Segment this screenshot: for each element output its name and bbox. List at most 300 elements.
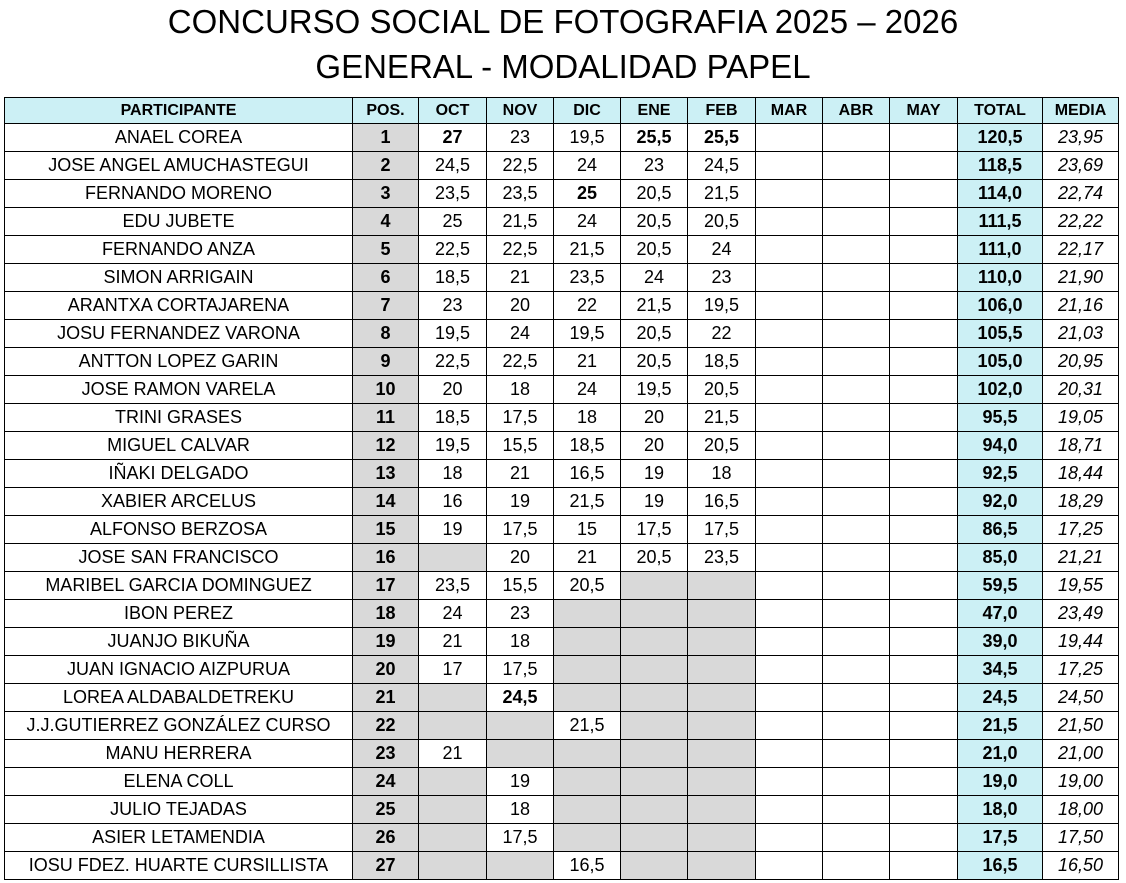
total-cell: 106,0 xyxy=(958,292,1043,320)
score-oct: 18,5 xyxy=(419,404,487,432)
score-mar xyxy=(756,320,823,348)
table-row xyxy=(5,152,1119,180)
score-nov: 21 xyxy=(487,460,554,488)
media-cell: 19,44 xyxy=(1043,628,1119,656)
participant-name: MARIBEL GARCIA DOMINGUEZ xyxy=(5,572,353,600)
score-ene: 19,5 xyxy=(621,376,688,404)
score-ene xyxy=(621,628,688,656)
score-dic xyxy=(554,796,621,824)
score-dic xyxy=(554,740,621,768)
position-cell: 20 xyxy=(353,656,419,684)
score-feb: 22 xyxy=(688,320,756,348)
score-mar xyxy=(756,628,823,656)
score-oct xyxy=(419,852,487,880)
participant-name: JOSE ANGEL AMUCHASTEGUI xyxy=(5,152,353,180)
score-ene xyxy=(621,656,688,684)
score-mar xyxy=(756,572,823,600)
score-dic: 18 xyxy=(554,404,621,432)
score-mar xyxy=(756,236,823,264)
score-feb: 23,5 xyxy=(688,544,756,572)
table-row xyxy=(5,712,1119,740)
score-ene xyxy=(621,824,688,852)
score-ene: 25,5 xyxy=(621,124,688,152)
score-mar xyxy=(756,376,823,404)
table-row xyxy=(5,376,1119,404)
table-row xyxy=(5,796,1119,824)
total-cell: 95,5 xyxy=(958,404,1043,432)
score-abr xyxy=(823,796,890,824)
total-cell: 92,5 xyxy=(958,460,1043,488)
position-cell: 8 xyxy=(353,320,419,348)
score-oct: 27 xyxy=(419,124,487,152)
score-mar xyxy=(756,796,823,824)
score-dic: 19,5 xyxy=(554,320,621,348)
score-feb xyxy=(688,628,756,656)
score-ene: 20,5 xyxy=(621,320,688,348)
position-cell: 27 xyxy=(353,852,419,880)
table-row xyxy=(5,460,1119,488)
score-ene: 24 xyxy=(621,264,688,292)
score-may xyxy=(890,460,958,488)
score-may xyxy=(890,208,958,236)
score-may xyxy=(890,712,958,740)
participant-name: MIGUEL CALVAR xyxy=(5,432,353,460)
score-ene: 21,5 xyxy=(621,292,688,320)
total-cell: 105,5 xyxy=(958,320,1043,348)
score-nov: 18 xyxy=(487,376,554,404)
score-abr xyxy=(823,432,890,460)
score-oct xyxy=(419,824,487,852)
score-feb: 24,5 xyxy=(688,152,756,180)
position-cell: 14 xyxy=(353,488,419,516)
score-nov: 17,5 xyxy=(487,404,554,432)
position-cell: 15 xyxy=(353,516,419,544)
participant-name: SIMON ARRIGAIN xyxy=(5,264,353,292)
score-ene xyxy=(621,768,688,796)
score-nov: 17,5 xyxy=(487,516,554,544)
participant-name: JUAN IGNACIO AIZPURUA xyxy=(5,656,353,684)
position-cell: 25 xyxy=(353,796,419,824)
score-ene xyxy=(621,572,688,600)
score-ene: 19 xyxy=(621,488,688,516)
table-row xyxy=(5,404,1119,432)
table-row xyxy=(5,628,1119,656)
total-cell: 17,5 xyxy=(958,824,1043,852)
participant-name: IBON PEREZ xyxy=(5,600,353,628)
score-ene: 20,5 xyxy=(621,544,688,572)
participant-name: MANU HERRERA xyxy=(5,740,353,768)
score-ene: 20 xyxy=(621,432,688,460)
score-mar xyxy=(756,684,823,712)
participant-name: XABIER ARCELUS xyxy=(5,488,353,516)
score-oct: 23,5 xyxy=(419,572,487,600)
position-cell: 2 xyxy=(353,152,419,180)
score-nov: 24 xyxy=(487,320,554,348)
score-ene: 20 xyxy=(621,404,688,432)
position-cell: 24 xyxy=(353,768,419,796)
score-mar xyxy=(756,656,823,684)
score-may xyxy=(890,628,958,656)
score-dic xyxy=(554,768,621,796)
score-dic: 21,5 xyxy=(554,488,621,516)
score-may xyxy=(890,488,958,516)
score-may xyxy=(890,348,958,376)
participant-name: ELENA COLL xyxy=(5,768,353,796)
table-row xyxy=(5,656,1119,684)
score-oct xyxy=(419,684,487,712)
score-feb xyxy=(688,684,756,712)
score-may xyxy=(890,320,958,348)
media-cell: 20,31 xyxy=(1043,376,1119,404)
score-abr xyxy=(823,712,890,740)
score-abr xyxy=(823,292,890,320)
score-ene xyxy=(621,852,688,880)
score-dic: 16,5 xyxy=(554,852,621,880)
score-mar xyxy=(756,488,823,516)
score-ene xyxy=(621,740,688,768)
score-feb: 25,5 xyxy=(688,124,756,152)
score-feb: 20,5 xyxy=(688,376,756,404)
header-participante: PARTICIPANTE xyxy=(5,98,353,124)
participant-name: LOREA ALDABALDETREKU xyxy=(5,684,353,712)
participant-name: JOSE RAMON VARELA xyxy=(5,376,353,404)
score-dic: 16,5 xyxy=(554,460,621,488)
participant-name: ARANTXA CORTAJARENA xyxy=(5,292,353,320)
table-row xyxy=(5,572,1119,600)
score-oct: 21 xyxy=(419,740,487,768)
score-feb: 17,5 xyxy=(688,516,756,544)
score-may xyxy=(890,572,958,600)
score-abr xyxy=(823,824,890,852)
score-mar xyxy=(756,712,823,740)
score-mar xyxy=(756,152,823,180)
score-may xyxy=(890,264,958,292)
table-row xyxy=(5,320,1119,348)
score-oct: 19,5 xyxy=(419,320,487,348)
score-nov: 17,5 xyxy=(487,824,554,852)
total-cell: 111,5 xyxy=(958,208,1043,236)
score-nov: 18 xyxy=(487,628,554,656)
score-may xyxy=(890,124,958,152)
score-nov: 20 xyxy=(487,292,554,320)
position-cell: 7 xyxy=(353,292,419,320)
score-dic: 23,5 xyxy=(554,264,621,292)
participant-name: FERNANDO ANZA xyxy=(5,236,353,264)
position-cell: 13 xyxy=(353,460,419,488)
score-dic: 24 xyxy=(554,376,621,404)
score-oct: 17 xyxy=(419,656,487,684)
media-cell: 18,00 xyxy=(1043,796,1119,824)
media-cell: 18,71 xyxy=(1043,432,1119,460)
score-may xyxy=(890,376,958,404)
score-may xyxy=(890,404,958,432)
score-nov: 18 xyxy=(487,796,554,824)
position-cell: 10 xyxy=(353,376,419,404)
header-mar: MAR xyxy=(756,98,823,124)
header-total: TOTAL xyxy=(958,98,1043,124)
score-oct: 19,5 xyxy=(419,432,487,460)
score-nov: 15,5 xyxy=(487,572,554,600)
table-row xyxy=(5,180,1119,208)
score-mar xyxy=(756,264,823,292)
table-row xyxy=(5,432,1119,460)
table-row xyxy=(5,236,1119,264)
score-may xyxy=(890,768,958,796)
score-dic: 22 xyxy=(554,292,621,320)
page-subtitle: GENERAL - MODALIDAD PAPEL xyxy=(315,48,811,85)
participant-name: ANTTON LOPEZ GARIN xyxy=(5,348,353,376)
score-feb xyxy=(688,768,756,796)
score-dic xyxy=(554,600,621,628)
score-oct xyxy=(419,796,487,824)
score-nov: 19 xyxy=(487,488,554,516)
media-cell: 17,25 xyxy=(1043,516,1119,544)
score-dic xyxy=(554,824,621,852)
media-cell: 16,50 xyxy=(1043,852,1119,880)
score-nov: 19 xyxy=(487,768,554,796)
score-ene: 20,5 xyxy=(621,180,688,208)
total-cell: 47,0 xyxy=(958,600,1043,628)
score-oct: 21 xyxy=(419,628,487,656)
score-ene: 17,5 xyxy=(621,516,688,544)
position-cell: 6 xyxy=(353,264,419,292)
participant-name: ANAEL COREA xyxy=(5,124,353,152)
table-row xyxy=(5,488,1119,516)
position-cell: 23 xyxy=(353,740,419,768)
score-nov: 22,5 xyxy=(487,348,554,376)
score-mar xyxy=(756,768,823,796)
table-row xyxy=(5,824,1119,852)
score-nov: 22,5 xyxy=(487,236,554,264)
position-cell: 26 xyxy=(353,824,419,852)
score-abr xyxy=(823,684,890,712)
participant-name: JOSE SAN FRANCISCO xyxy=(5,544,353,572)
media-cell: 18,44 xyxy=(1043,460,1119,488)
total-cell: 110,0 xyxy=(958,264,1043,292)
score-mar xyxy=(756,740,823,768)
score-mar xyxy=(756,544,823,572)
score-abr xyxy=(823,236,890,264)
score-dic: 24 xyxy=(554,152,621,180)
score-mar xyxy=(756,180,823,208)
score-feb: 18,5 xyxy=(688,348,756,376)
score-dic: 15 xyxy=(554,516,621,544)
score-mar xyxy=(756,852,823,880)
participant-name: J.J.GUTIERREZ GONZÁLEZ CURSO xyxy=(5,712,353,740)
score-ene xyxy=(621,684,688,712)
score-dic: 18,5 xyxy=(554,432,621,460)
score-oct xyxy=(419,544,487,572)
position-cell: 4 xyxy=(353,208,419,236)
score-ene: 20,5 xyxy=(621,236,688,264)
score-feb: 20,5 xyxy=(688,432,756,460)
score-oct: 22,5 xyxy=(419,236,487,264)
score-abr xyxy=(823,628,890,656)
media-cell: 17,25 xyxy=(1043,656,1119,684)
score-abr xyxy=(823,404,890,432)
score-mar xyxy=(756,292,823,320)
media-cell: 22,22 xyxy=(1043,208,1119,236)
total-cell: 59,5 xyxy=(958,572,1043,600)
table-row xyxy=(5,208,1119,236)
score-ene xyxy=(621,712,688,740)
total-cell: 102,0 xyxy=(958,376,1043,404)
score-may xyxy=(890,432,958,460)
results-table xyxy=(4,97,1119,880)
score-feb: 23 xyxy=(688,264,756,292)
score-may xyxy=(890,544,958,572)
total-cell: 85,0 xyxy=(958,544,1043,572)
total-cell: 39,0 xyxy=(958,628,1043,656)
media-cell: 23,69 xyxy=(1043,152,1119,180)
score-mar xyxy=(756,824,823,852)
score-abr xyxy=(823,348,890,376)
score-dic xyxy=(554,628,621,656)
total-cell: 86,5 xyxy=(958,516,1043,544)
header-nov: NOV xyxy=(487,98,554,124)
table-row xyxy=(5,852,1119,880)
score-mar xyxy=(756,516,823,544)
position-cell: 5 xyxy=(353,236,419,264)
score-nov: 15,5 xyxy=(487,432,554,460)
score-dic: 24 xyxy=(554,208,621,236)
score-nov xyxy=(487,712,554,740)
score-nov xyxy=(487,740,554,768)
position-cell: 19 xyxy=(353,628,419,656)
media-cell: 21,21 xyxy=(1043,544,1119,572)
header-oct: OCT xyxy=(419,98,487,124)
table-row xyxy=(5,292,1119,320)
score-dic xyxy=(554,656,621,684)
score-abr xyxy=(823,572,890,600)
total-cell: 21,5 xyxy=(958,712,1043,740)
score-ene: 20,5 xyxy=(621,348,688,376)
media-cell: 18,29 xyxy=(1043,488,1119,516)
total-cell: 94,0 xyxy=(958,432,1043,460)
score-feb: 16,5 xyxy=(688,488,756,516)
score-feb xyxy=(688,600,756,628)
total-cell: 24,5 xyxy=(958,684,1043,712)
table-row xyxy=(5,544,1119,572)
score-dic: 21 xyxy=(554,544,621,572)
score-dic: 21,5 xyxy=(554,712,621,740)
score-nov: 21 xyxy=(487,264,554,292)
table-row xyxy=(5,740,1119,768)
score-mar xyxy=(756,460,823,488)
media-cell: 17,50 xyxy=(1043,824,1119,852)
score-oct: 20 xyxy=(419,376,487,404)
position-cell: 21 xyxy=(353,684,419,712)
score-feb: 19,5 xyxy=(688,292,756,320)
score-abr xyxy=(823,656,890,684)
media-cell: 19,00 xyxy=(1043,768,1119,796)
media-cell: 19,05 xyxy=(1043,404,1119,432)
score-dic xyxy=(554,684,621,712)
score-feb: 18 xyxy=(688,460,756,488)
score-feb xyxy=(688,572,756,600)
score-oct: 22,5 xyxy=(419,348,487,376)
score-oct: 24 xyxy=(419,600,487,628)
media-cell: 23,95 xyxy=(1043,124,1119,152)
score-nov xyxy=(487,852,554,880)
table-row xyxy=(5,684,1119,712)
score-abr xyxy=(823,852,890,880)
score-nov: 23 xyxy=(487,124,554,152)
score-feb xyxy=(688,796,756,824)
score-nov: 20 xyxy=(487,544,554,572)
participant-name: FERNANDO MORENO xyxy=(5,180,353,208)
page-title: CONCURSO SOCIAL DE FOTOGRAFIA 2025 – 2026 xyxy=(167,3,959,40)
score-may xyxy=(890,236,958,264)
score-mar xyxy=(756,404,823,432)
position-cell: 1 xyxy=(353,124,419,152)
score-oct: 23 xyxy=(419,292,487,320)
score-abr xyxy=(823,544,890,572)
score-mar xyxy=(756,124,823,152)
score-abr xyxy=(823,488,890,516)
score-feb xyxy=(688,740,756,768)
score-feb xyxy=(688,712,756,740)
total-cell: 111,0 xyxy=(958,236,1043,264)
score-abr xyxy=(823,264,890,292)
total-cell: 19,0 xyxy=(958,768,1043,796)
media-cell: 22,74 xyxy=(1043,180,1119,208)
position-cell: 11 xyxy=(353,404,419,432)
media-cell: 23,49 xyxy=(1043,600,1119,628)
media-cell: 21,50 xyxy=(1043,712,1119,740)
score-oct: 18 xyxy=(419,460,487,488)
position-cell: 12 xyxy=(353,432,419,460)
score-oct xyxy=(419,768,487,796)
score-dic: 20,5 xyxy=(554,572,621,600)
score-may xyxy=(890,796,958,824)
score-oct: 18,5 xyxy=(419,264,487,292)
total-cell: 105,0 xyxy=(958,348,1043,376)
score-may xyxy=(890,292,958,320)
media-cell: 21,03 xyxy=(1043,320,1119,348)
score-abr xyxy=(823,180,890,208)
score-ene xyxy=(621,600,688,628)
score-oct: 23,5 xyxy=(419,180,487,208)
total-cell: 114,0 xyxy=(958,180,1043,208)
header-ene: ENE xyxy=(621,98,688,124)
position-cell: 9 xyxy=(353,348,419,376)
header-media: MEDIA xyxy=(1043,98,1119,124)
score-feb xyxy=(688,852,756,880)
score-dic: 19,5 xyxy=(554,124,621,152)
position-cell: 18 xyxy=(353,600,419,628)
score-abr xyxy=(823,152,890,180)
score-oct: 24,5 xyxy=(419,152,487,180)
participant-name: JULIO TEJADAS xyxy=(5,796,353,824)
media-cell: 20,95 xyxy=(1043,348,1119,376)
score-feb: 21,5 xyxy=(688,404,756,432)
total-cell: 16,5 xyxy=(958,852,1043,880)
total-cell: 18,0 xyxy=(958,796,1043,824)
score-may xyxy=(890,684,958,712)
participant-name: JUANJO BIKUÑA xyxy=(5,628,353,656)
score-abr xyxy=(823,516,890,544)
score-feb: 24 xyxy=(688,236,756,264)
score-dic: 25 xyxy=(554,180,621,208)
media-cell: 21,00 xyxy=(1043,740,1119,768)
header-abr: ABR xyxy=(823,98,890,124)
score-mar xyxy=(756,600,823,628)
total-cell: 34,5 xyxy=(958,656,1043,684)
position-cell: 17 xyxy=(353,572,419,600)
participant-name: TRINI GRASES xyxy=(5,404,353,432)
score-oct: 19 xyxy=(419,516,487,544)
